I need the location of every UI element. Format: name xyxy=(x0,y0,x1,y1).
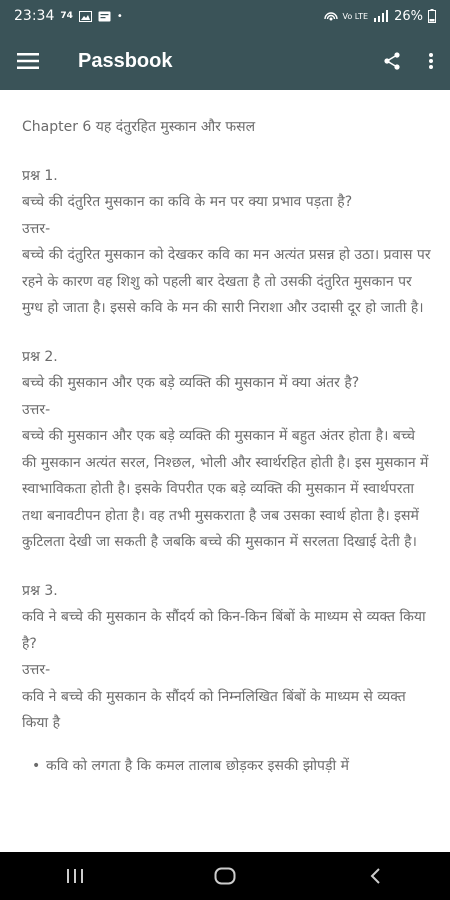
notification-badge-icon: 74 xyxy=(60,10,73,21)
answer-text: कवि ने बच्चे की मुसकान के सौंदर्य को निम्नलिखित बिंबों के माध्यम से व्यक्त किया है xyxy=(22,688,406,731)
message-icon xyxy=(98,11,111,22)
answer-text: बच्चे की दंतुरित मुसकान को देखकर कवि का मन अत्यंत प्रसन्न हो उठा। प्रवास पर रहने के कारण वह शिशु को पहली बार देखता है तो उसकी दंतुरित मुसकान पर मुग्ध हो जाता है। इससे कवि के मन की सारी निराशा और उदासी दूर हो जाती है। xyxy=(22,247,431,316)
question-text: बच्चे की दंतुरित मुसकान का कवि के मन पर क्या प्रभाव पड़ता है? xyxy=(22,194,353,210)
passbook-content[interactable] xyxy=(0,90,450,852)
answer-label: उत्तर- xyxy=(22,401,51,418)
status-bar xyxy=(0,0,450,32)
back-icon[interactable] xyxy=(345,852,405,900)
share-icon[interactable] xyxy=(382,51,402,71)
status-time: 23:34 xyxy=(14,8,55,24)
gallery-icon xyxy=(79,11,92,22)
system-nav-bar xyxy=(0,852,450,900)
question-label: प्रश्न 3. xyxy=(22,582,58,599)
question-block-3 xyxy=(22,578,432,780)
app-bar xyxy=(0,32,450,90)
question-text: बच्चे की मुसकान और एक बड़े व्यक्ति की मुसकान में क्या अंतर है? xyxy=(22,375,360,391)
more-vert-icon[interactable] xyxy=(428,52,434,70)
list-item: • कवि को लगता है कि कमल तालाब छोड़कर इसकी झोपड़ी में xyxy=(36,753,432,780)
app-title: Passbook xyxy=(78,49,173,72)
answer-label: उत्तर- xyxy=(22,662,51,678)
battery-percent: 26% xyxy=(394,8,423,24)
hamburger-menu-icon[interactable] xyxy=(16,49,40,73)
app-bar-actions xyxy=(382,51,434,71)
question-text: कवि ने बच्चे की मुसकान के सौंदर्य को किन-किन बिंबों के माध्यम से व्यक्त किया है? xyxy=(22,609,426,652)
signal-icon xyxy=(373,10,389,22)
answer-text: बच्चे की मुसकान और एक बड़े व्यक्ति की मुसकान में बहुत अंतर होता है। बच्चे की मुसकान अत्यंत सरल, निश्छल, भोली और स्वार्थरहित होती है। इस मुसकान में स्वाभाविकता होती है। इसके विपरीत एक बड़े व्यक्ति की मुसकान में स्वार्थपरता तथा बनावटीपन होता है। वह तभी मुसकराता है जब उसका स्वार्थ होता है। इसमें कुटिलता देखी जा सकती है जबकि बच्चे की मुसकान में सरलता दिखाई देती है। xyxy=(22,428,429,550)
network-type: Vo LTE xyxy=(342,11,369,21)
home-icon[interactable] xyxy=(195,852,255,900)
chapter-title: Chapter 6 यह दंतुरहित मुस्कान और फसल xyxy=(22,119,256,135)
status-left xyxy=(14,8,123,24)
answer-bullet-list xyxy=(22,753,432,780)
answer-label: उत्तर- xyxy=(22,220,51,237)
more-notifications-dot-icon: • xyxy=(116,10,123,22)
recents-icon[interactable] xyxy=(45,852,105,900)
battery-icon xyxy=(428,9,436,23)
question-block-1 xyxy=(22,163,432,322)
hotspot-icon xyxy=(324,10,338,22)
status-right xyxy=(324,9,437,24)
question-label: प्रश्न 2. xyxy=(22,348,58,365)
question-label: प्रश्न 1. xyxy=(22,167,58,184)
question-block-2 xyxy=(22,344,432,556)
